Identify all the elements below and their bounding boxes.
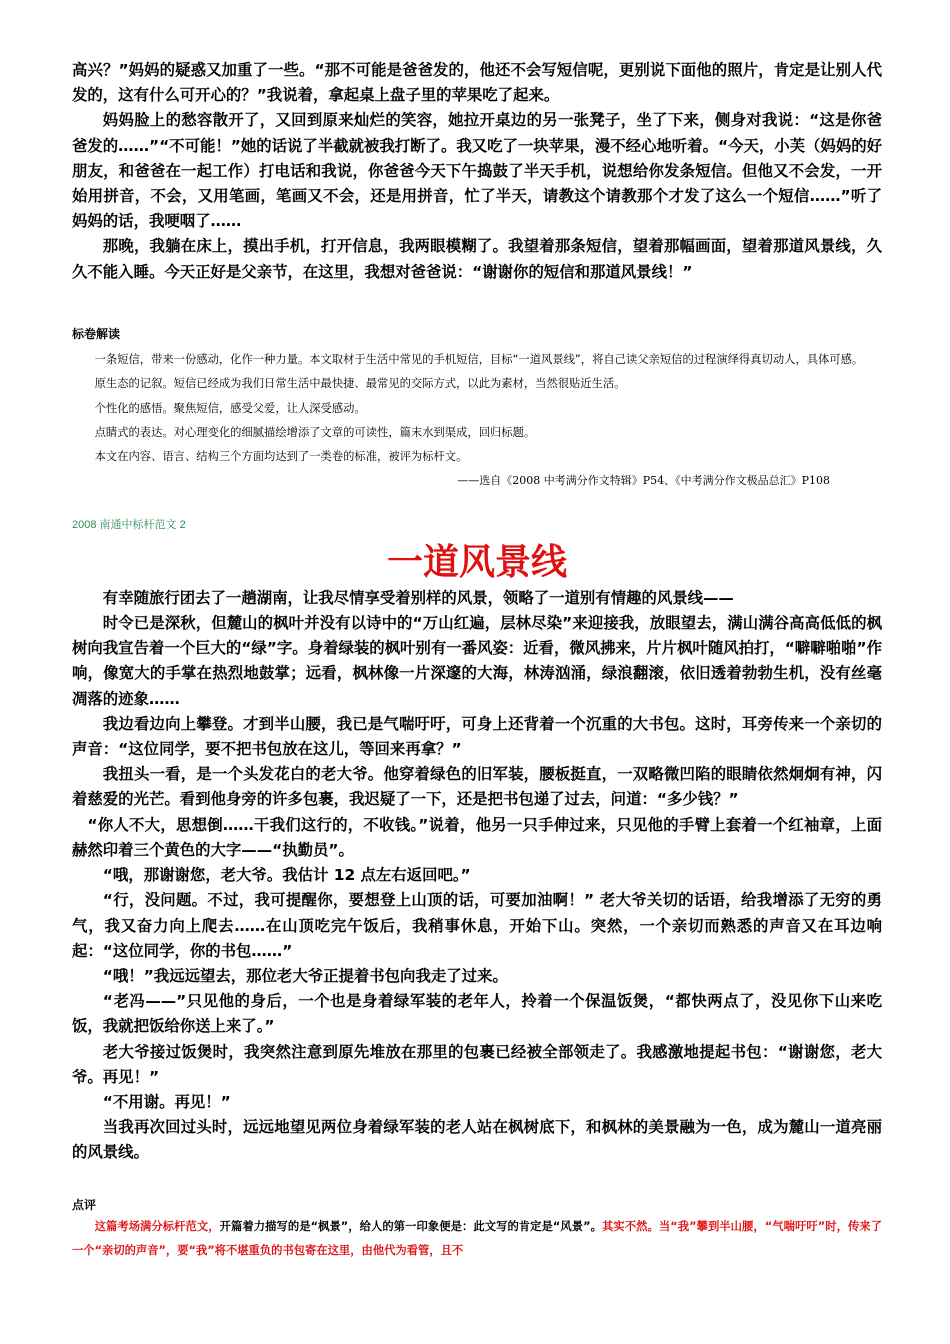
essay-paragraph: “你人不大，思想倒……干我们这行的，不收钱。”说着，他另一只手伸过来，只见他的手臂上套着一个红袖章，上面赫然印着三个黄色的大字——“执勤员”。 bbox=[72, 815, 882, 859]
review-paragraph: 本文在内容、语言、结构三个方面均达到了一类卷的标准，被评为标杆文。 bbox=[94, 450, 468, 464]
source-citation: ——选自《2008 中考满分作文特辑》P54、《中考满分作文极品总汇》P108 bbox=[457, 473, 830, 487]
review-paragraph: 一条短信，带来一份感动，化作一种力量。本文取材于生活中常见的手机短信，目标“一道风景线”，将自己读父亲短信的过程演绎得真切动人，具体可感。 bbox=[94, 352, 864, 366]
essay-paragraph: “哦！”我远远望去，那位老大爷正提着书包向我走了过来。 bbox=[102, 966, 508, 985]
essay-paragraph: 老大爷接过饭煲时，我突然注意到原先堆放在那里的包裹已经被全部领走了。我感激地提起书包：“谢谢您，老大爷。再见！” bbox=[72, 1042, 882, 1086]
paragraph: 那晚，我躺在床上，摸出手机，打开信息，我两眼模糊了。我望着那条短信，望着那幅画面，望着那道风景线，久久不能入睡。今天正好是父亲节，在这里，我想对爸爸说：“谢谢你的短信和那道风景线！” bbox=[72, 237, 882, 281]
comment-heading: 点评 bbox=[72, 1197, 97, 1212]
essay-paragraph: “行，没问题。不过，我可提醒你，要想登上山顶的话，可要加油啊！” 老大爷关切的话语，给我增添了无穷的勇气，我又奋力向上爬去……在山顶吃完午饭后，我稍事休息，开始下山。突然，一个亲切而熟悉的声音又在耳边响起：“这位同学，你的书包……” bbox=[72, 891, 882, 960]
review-paragraph: 原生态的记叙。短信已经成为我们日常生活中最快捷、最常见的交际方式，以此为素材，当然很贴近生活。 bbox=[94, 377, 626, 391]
essay-paragraph: “老冯——”只见他的身后，一个也是身着绿军装的老年人，拎着一个保温饭煲，“都快两点了，没见你下山来吃饭，我就把饭给你送上来了。” bbox=[72, 992, 882, 1036]
review-section bbox=[72, 325, 882, 492]
essay-paragraph: “不用谢。再见！” bbox=[102, 1092, 231, 1111]
essay-label: 2008 南通中标杆范文 2 bbox=[72, 518, 186, 531]
document-page bbox=[72, 58, 882, 1263]
essay-paragraph: 我边看边向上攀登。才到半山腰，我已是气喘吁吁，可身上还背着一个沉重的大书包。这时，耳旁传来一个亲切的声音：“这位同学，要不把书包放在这儿，等回来再拿？” bbox=[72, 714, 882, 759]
comment-highlight: 这篇考场满分标杆范文， bbox=[94, 1219, 220, 1233]
review-heading: 标卷解读 bbox=[72, 326, 121, 341]
essay2 bbox=[72, 516, 882, 1166]
comment-section bbox=[72, 1196, 882, 1264]
comment-text: 开篇着力描写的是“枫景”，给人的第一印象便是：此文写的肯定是“风景”。 bbox=[219, 1219, 603, 1233]
essay-paragraph: 我扭头一看，是一个头发花白的老大爷。他穿着绿色的旧军装，腰板挺直，一双略微凹陷的眼睛依然炯炯有神，闪着慈爱的光芒。看到他身旁的许多包裹，我迟疑了一下，还是把书包递了过去，问道：“多少钱？” bbox=[72, 765, 882, 809]
essay-body bbox=[72, 586, 882, 1166]
comment-paragraph bbox=[72, 1215, 882, 1264]
paragraph: 妈妈脸上的愁容散开了，又回到原来灿烂的笑容，她拉开桌边的另一张凳子，坐了下来，侧身对我说：“这是你爸爸发的……”“不可能！”她的话说了半截就被我打断了。我又吃了一块苹果，漫不经心地听着。“今天，小芙（妈妈的好朋友，和爸爸在一起工作）打电话和我说，你爸爸今天下午捣鼓了半天手机，说想给你发条短信。但他又不会发，一开始用拼音，不会，又用笔画，笔画又不会，还是用拼音，忙了半天，请教这个请教那个才发了这么一个短信……”听了妈妈的话，我哽咽了…… bbox=[72, 111, 882, 231]
essay-paragraph: 有幸随旅行团去了一趟湖南，让我尽情享受着别样的风景，领略了一道别有情趣的风景线—— bbox=[102, 588, 734, 607]
paragraph: 高兴？”妈妈的疑惑又加重了一些。“那不可能是爸爸发的，他还不会写短信呢，更别说下面他的照片，肯定是让别人代发的，这有什么可开心的？”我说着，拿起桌上盘子里的苹果吃了起来。 bbox=[72, 61, 882, 105]
comment-highlight: 其实不然。当“我”攀到半山腰，“气喘吁吁”时，传来了一个“亲切的声音”，要“我”将不堪重负的书包寄在这里，由他代为看管，且不 bbox=[72, 1219, 883, 1257]
essay-paragraph: “哦，那谢谢您，老大爷。我估计 12 点左右返回吧。” bbox=[102, 866, 471, 885]
essay-paragraph: 时令已是深秋，但麓山的枫叶并没有以诗中的“万山红遍，层林尽染”来迎接我，放眼望去，满山满谷高高低低的枫树向我宣告着一个巨大的“绿”字。身着绿装的枫叶别有一番风姿：近看，微风拂来，片片枫叶随风拍打，“噼噼啪啪”作响，像宽大的手掌在热烈地鼓掌；远看，枫林像一片深邃的大海，林涛汹涌，绿浪翻滚，依旧透着勃勃生机，没有丝毫凋落的迹象…… bbox=[72, 614, 882, 708]
essay-title: 一道风景线 bbox=[386, 541, 567, 583]
essay1 bbox=[72, 58, 882, 285]
review-paragraph: 点睛式的表达。对心理变化的细腻描绘增添了文章的可读性，篇末水到渠成，回归标题。 bbox=[94, 426, 536, 440]
essay-paragraph: 当我再次回过头时，远远地望见两位身着绿军装的老人站在枫树底下，和枫林的美景融为一色，成为麓山一道亮丽的风景线。 bbox=[72, 1118, 882, 1162]
review-paragraph: 个性化的感悟。聚焦短信，感受父爱，让人深受感动。 bbox=[94, 401, 366, 415]
